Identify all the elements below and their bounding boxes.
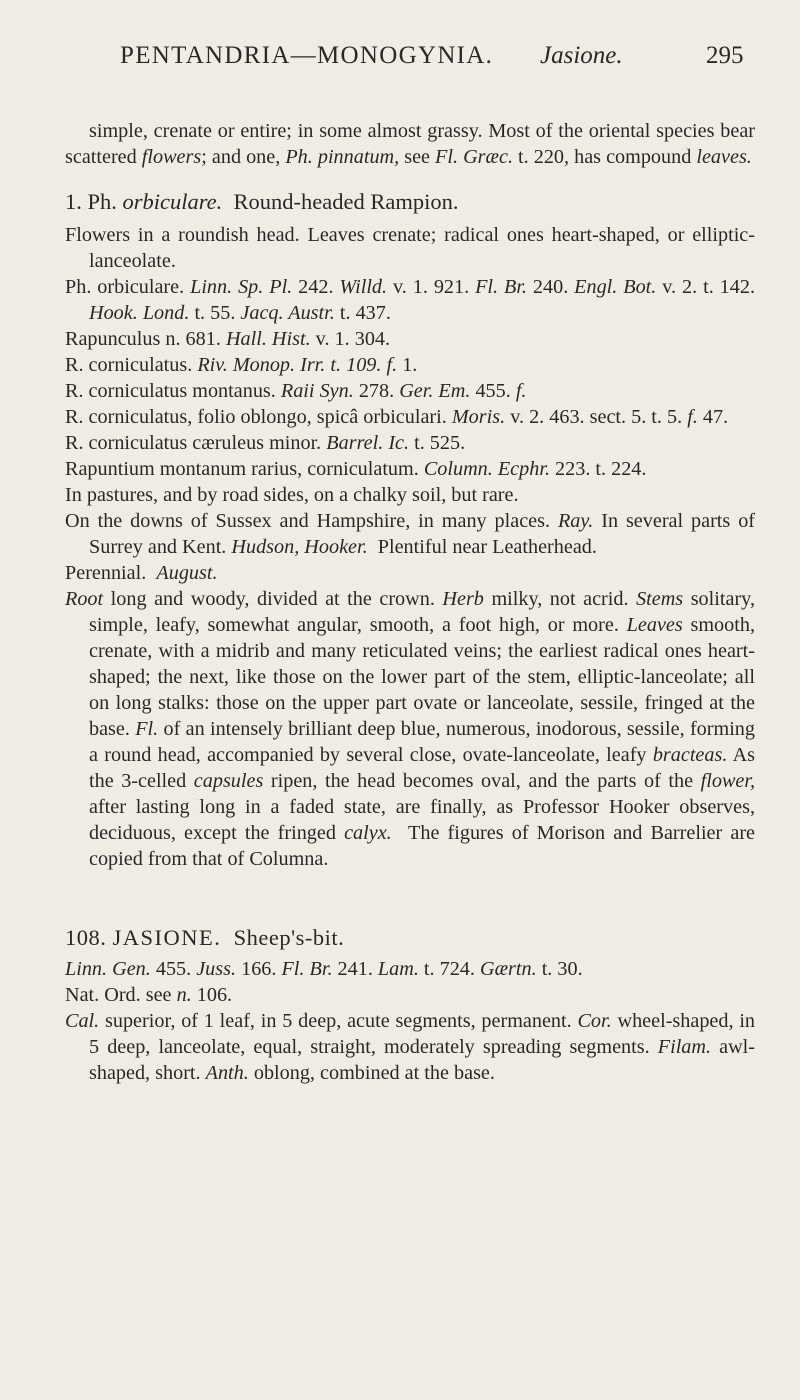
description-text: milky, not acrid. [491,588,629,610]
reference-number: 166. [241,958,277,980]
species-heading [65,188,755,216]
synonym-entry [65,404,755,430]
synonym-author: Linn. Sp. Pl. [190,276,293,298]
description-text: The figures of Morison and Barrelier are copied from that of Columna. [89,822,756,870]
synonym-entry [65,378,755,404]
nat-ord-text: see [145,984,172,1006]
synonym-ref: t. 55. [194,302,236,324]
reference-author: Juss. [196,958,237,980]
page-number: 295 [706,42,744,69]
synonym-entry [65,274,755,326]
synonym-name: Rapunculus n. 681. [65,328,221,350]
synonym-author: Column. Ecphr. [423,458,550,480]
intro-text: Most [488,120,530,142]
habitat-text: In pastures, and by road sides, on a chalky soil, but rare. [65,484,519,506]
synonym-name: R. corniculatus, folio oblongo, spicâ orbiculari. [65,406,447,428]
organ-term: Filam. [657,1036,712,1058]
organ-term: bracteas. [652,744,728,766]
synonym-ref: f. [386,354,398,376]
locality-text: On the downs of Sussex and Hampshire, in many places. [65,510,551,532]
running-header [0,42,800,72]
synonym-author: Engl. Bot. [574,276,657,298]
reference-number: 455. [155,958,192,980]
nat-ord-text: n. [176,984,192,1006]
organ-term: Anth. [205,1062,249,1084]
organ-term: Root [65,588,104,610]
locality-text: Plentiful near Leatherhead. [377,536,597,558]
description-text: long and woody, divided at the crown. [110,588,435,610]
organ-term: flower, [700,770,756,792]
synonym-ref: v. 2. t. 142. [662,276,755,298]
organ-term: Stems [636,588,684,610]
character-text: oblong, combined at the base. [253,1062,495,1084]
duration-text: Perennial. [65,562,147,584]
reference-author: Linn. Gen. [65,958,151,980]
duration [65,560,755,586]
synonym-ref: 455. [475,380,511,402]
page-body [65,118,755,1086]
description-text: of an intensely brilliant deep blue, numerous, inodorous, sessile, forming a round head, accompanied by several close, ovate-lanceolate, leafy [89,718,755,766]
organ-term: Leaves [626,614,683,636]
description-text: ripen, the head becomes oval, and the parts of the [270,770,694,792]
synonym-author: Jacq. Austr. [240,302,335,324]
synonym-ref: 278. [358,380,395,402]
organ-term: capsules [193,770,264,792]
synonym-ref: t. 109. [330,354,382,376]
localities [65,508,755,560]
synonym-ref: 1. [402,354,418,376]
synonym-author: Raii Syn. [280,380,354,402]
description-text: smooth, crenate, with a midrib and many reticulated veins; the earliest radical ones heart-shaped; the next, like those on the lower part of the stem, elliptic-lanceolate; all on long stalks: those on the upper part ovate or lanceolate, sessile, fringed at the base. [89,614,755,740]
intro-term: leaves. [696,146,752,168]
intro-citation: Fl. Græc. [435,146,513,168]
habitat [65,482,755,508]
synonym-author: Moris. [451,406,506,428]
synonym-entry [65,456,755,482]
intro-text: of the oriental species bear scattered [65,120,755,168]
intro-species: Ph. pinnatum, [285,146,400,168]
organ-term: Cor. [577,1010,612,1032]
synonym-author: Ger. Em. [399,380,471,402]
reference-number: t. 30. [541,958,583,980]
intro-text: see [404,146,430,168]
synonym-entry [65,326,755,352]
intro-text: simple, crenate or entire; in some almost grassy. [89,120,483,142]
description-text: solitary, simple, leafy, somewhat angular, smooth, a foot high, or more. [89,588,755,636]
synonym-ref: 223. t. 224. [555,458,647,480]
synonym-ref: 240. [532,276,569,298]
intro-text: t. 220, has compound [518,146,692,168]
intro-paragraph [65,118,755,170]
reference-author: Fl. Br. [281,958,333,980]
synonym-author: Barrel. Ic. [326,432,410,454]
synonym-author: Riv. Monop. Irr. [197,354,326,376]
organ-term: Fl. [135,718,159,740]
reference-author: Gærtn. [480,958,537,980]
diagnosis-text: Leaves crenate; radical ones heart-shaped, or elliptic-lanceolate. [89,224,755,272]
intro-text: ; and one, [201,146,281,168]
synonym-author: Fl. Br. [475,276,527,298]
character-text: superior, of 1 leaf, in 5 deep, acute segments, permanent. [105,1010,572,1032]
genus-number: 108. [65,925,107,950]
synonym-author: Hook. Lond. [89,302,190,324]
nat-ord-number: 106. [196,984,233,1006]
character-text: awl-shaped, short. [89,1036,756,1084]
diagnosis-text: Flowers in a roundish head. [65,224,300,246]
synonym-ref: v. 2. 463. sect. 5. t. 5. [510,406,683,428]
organ-term: Cal. [65,1010,100,1032]
synonym-name: Rapuntium montanum rarius, corniculatum. [65,458,419,480]
synonym-author: Willd. [339,276,388,298]
synonym-ref: v. 1. 921. [393,276,470,298]
synonym-ref: 242. [298,276,334,298]
flowering-month: August. [156,562,218,584]
nat-ord-label: Nat. Ord. [65,984,141,1006]
reference-number: 241. [337,958,373,980]
natural-order [65,982,755,1008]
synonym-author: Hall. Hist. [225,328,311,350]
genus-name: JASIONE. [112,925,222,950]
synonym-entry [65,430,755,456]
synonym-ref: 47. [702,406,729,428]
generic-characters [65,1008,755,1086]
synonym-name: Ph. orbiculare. [65,276,185,298]
synonym-name: R. corniculatus montanus. [65,380,276,402]
synonym-ref: f. [515,380,527,402]
synonym-name: R. corniculatus. [65,354,193,376]
synonym-ref: v. 1. 304. [315,328,391,350]
description-text: after lasting long in a faded state, are finally, as Professor Hooker observes, deciduous, except the fringed [89,796,755,844]
intro-term: flowers [141,146,202,168]
genus-references [65,956,755,982]
species-epithet: orbiculare. [122,189,223,214]
organ-term: Herb [442,588,484,610]
genus-common-name: Sheep's-bit. [233,925,345,950]
locality-authority: Hudson, Hooker. [231,536,368,558]
locality-text: In several parts of Surrey and Kent. [89,510,756,558]
species-common-name: Round-headed Rampion. [233,189,459,214]
synonym-name: R. corniculatus cæruleus minor. [65,432,322,454]
organ-term: calyx. [344,822,392,844]
synonym-ref: t. 437. [339,302,391,324]
description-text: As the 3-celled [89,744,755,792]
synonym-entry [65,352,755,378]
species-number: 1. Ph. [65,189,117,214]
reference-number: t. 724. [423,958,475,980]
running-title: PENTANDRIA—MONOGYNIA. [120,42,494,69]
reference-author: Lam. [377,958,419,980]
synonym-ref: f. [687,406,698,428]
locality-authority: Ray. [557,510,594,532]
character-text: wheel-shaped, in 5 deep, lanceolate, equal, straight, moderately spreading segments. [89,1010,756,1058]
diagnosis [65,222,755,274]
genus-heading [65,924,755,952]
synonym-ref: t. 525. [414,432,466,454]
description [65,586,755,872]
running-genus: Jasione. [540,42,623,69]
